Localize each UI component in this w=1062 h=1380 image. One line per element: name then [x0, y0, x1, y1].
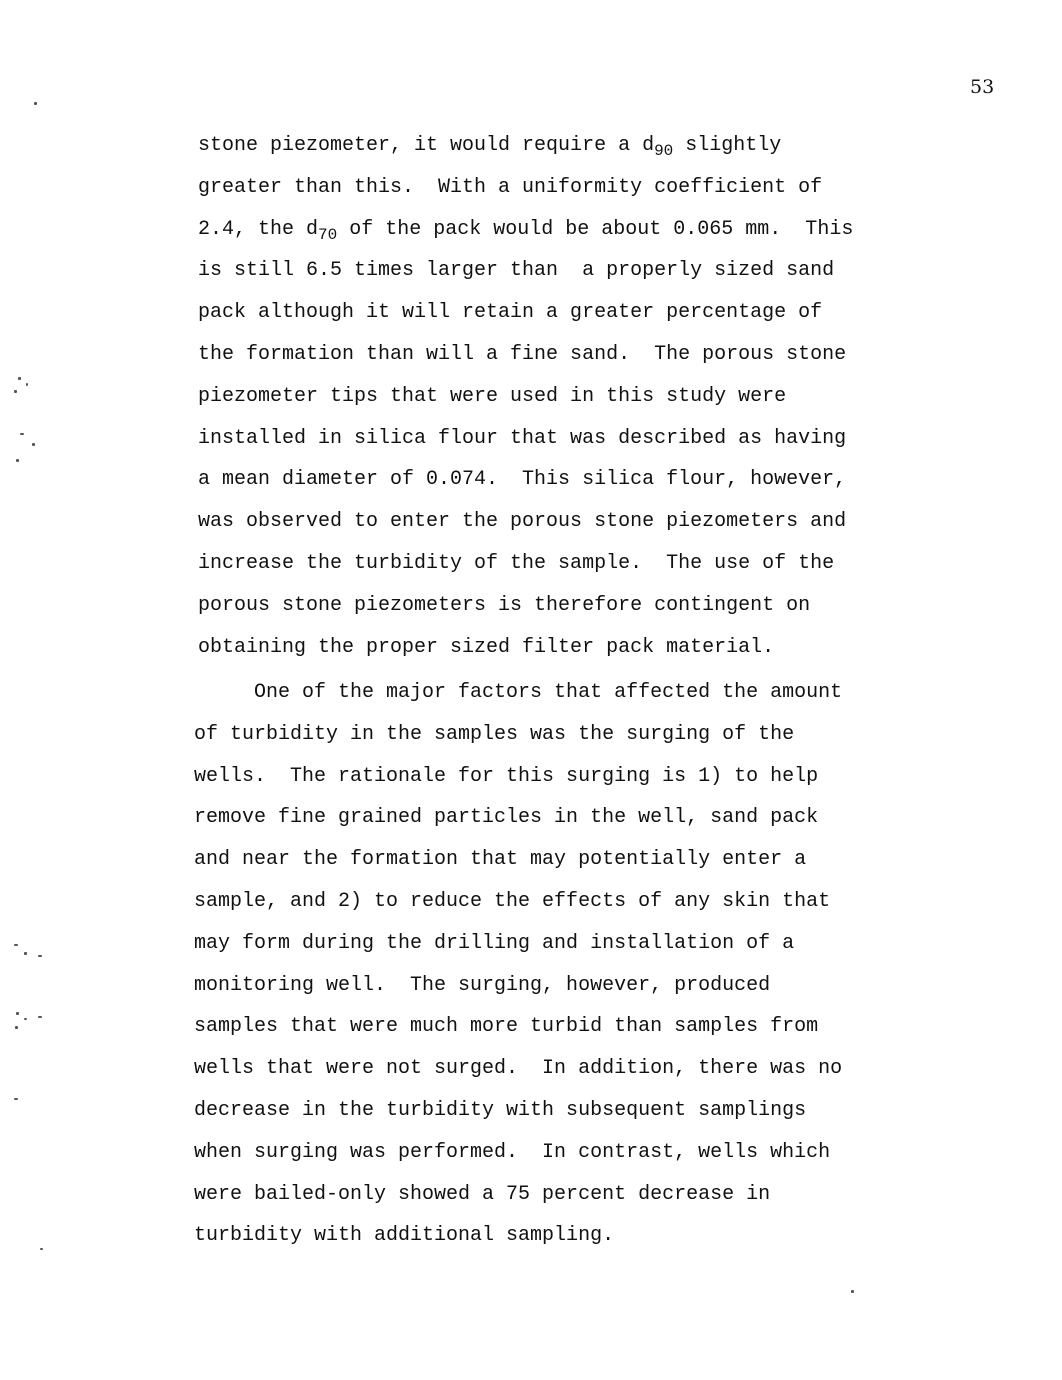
subscript: 90 [654, 142, 674, 160]
text-run: piezometer tips that were used in this study were [198, 384, 787, 408]
text-run: the formation than will a fine sand. The porous stone [198, 342, 847, 366]
text-run: slightly [673, 134, 782, 157]
text-run: sample, and 2) to reduce the effects of any skin that [194, 889, 831, 913]
text-run: wells that were not surged. In addition, there was no [194, 1057, 843, 1081]
text-run: wells. The rationale for this surging is 1) to help [194, 764, 819, 788]
text-line [194, 1006, 842, 1048]
scan-speck [26, 383, 28, 386]
text-run: pack although it will retain a greater percentage of [198, 301, 823, 325]
scan-speck [15, 1026, 18, 1029]
text-line [198, 376, 853, 418]
text-run: were bailed-only showed a 75 percent decrease in [194, 1182, 771, 1206]
text-line [198, 209, 853, 251]
scan-speck [32, 443, 35, 446]
text-run: One of the major factors that affected the amount [194, 681, 843, 704]
text-line [194, 1132, 842, 1174]
text-run: samples that were much more turbid than samples from [194, 1015, 819, 1039]
text-line [194, 797, 842, 839]
text-run: installed in silica flour that was described as having [198, 426, 847, 450]
text-line [194, 1215, 842, 1257]
text-run: monitoring well. The surging, however, produced [194, 973, 771, 997]
text-line [194, 1174, 842, 1216]
subscript: 70 [318, 225, 338, 244]
scan-speck [16, 459, 19, 462]
text-run: when surging was performed. In contrast, wells which [194, 1140, 831, 1164]
text-line [194, 839, 842, 881]
scan-speck [14, 944, 18, 946]
page-number: 53 [970, 76, 995, 98]
body-paragraph-1 [198, 125, 853, 668]
text-line [194, 1048, 842, 1090]
text-line [198, 543, 853, 585]
scan-speck [34, 102, 37, 105]
text-line [194, 756, 842, 798]
text-line [198, 459, 853, 501]
text-run: of turbidity in the samples was the surging of the [194, 722, 795, 746]
scan-speck [38, 1016, 42, 1018]
text-run: 2.4, the d [198, 217, 319, 241]
text-line [198, 627, 853, 669]
scan-speck [14, 1098, 18, 1100]
text-line [198, 501, 853, 543]
text-run: greater than this. With a uniformity coefficient of [198, 175, 823, 199]
text-run: turbidity with additional sampling. [194, 1224, 615, 1248]
scan-speck [40, 1248, 43, 1250]
text-run: a mean diameter of 0.074. This silica flour, however, [198, 468, 847, 492]
scan-speck [16, 1012, 19, 1015]
text-line [198, 292, 853, 334]
text-line [194, 672, 842, 714]
text-line [194, 881, 842, 923]
scan-speck [14, 390, 17, 393]
body-paragraph-2 [194, 672, 842, 1257]
text-run: of the pack would be about 0.065 mm. This [337, 217, 854, 241]
scan-speck [24, 1018, 27, 1020]
scan-speck [38, 955, 42, 957]
text-run: is still 6.5 times larger than a properly sized sand [198, 259, 835, 283]
text-line [198, 250, 853, 292]
text-run: porous stone piezometers is therefore contingent on [198, 593, 811, 617]
scan-speck [851, 1290, 854, 1293]
text-run: was observed to enter the porous stone piezometers and [198, 510, 847, 534]
text-line [198, 418, 853, 460]
text-line [198, 167, 853, 209]
text-run: stone piezometer, it would require a d [198, 134, 655, 157]
text-run: remove fine grained particles in the well, sand pack [194, 806, 819, 830]
text-run: obtaining the proper sized filter pack material. [198, 635, 775, 659]
text-run: increase the turbidity of the sample. The use of the [198, 551, 835, 575]
text-line [198, 585, 853, 627]
scan-speck [24, 952, 27, 955]
text-line [198, 125, 853, 167]
text-run: and near the formation that may potentially enter a [194, 848, 807, 872]
text-line [194, 923, 842, 965]
scan-speck [18, 377, 21, 380]
scan-speck [20, 433, 24, 435]
text-line [194, 1090, 842, 1132]
text-run: may form during the drilling and installation of a [194, 931, 795, 955]
text-line [194, 714, 842, 756]
text-run: decrease in the turbidity with subsequent samplings [194, 1098, 807, 1122]
text-line [194, 965, 842, 1007]
text-line [198, 334, 853, 376]
